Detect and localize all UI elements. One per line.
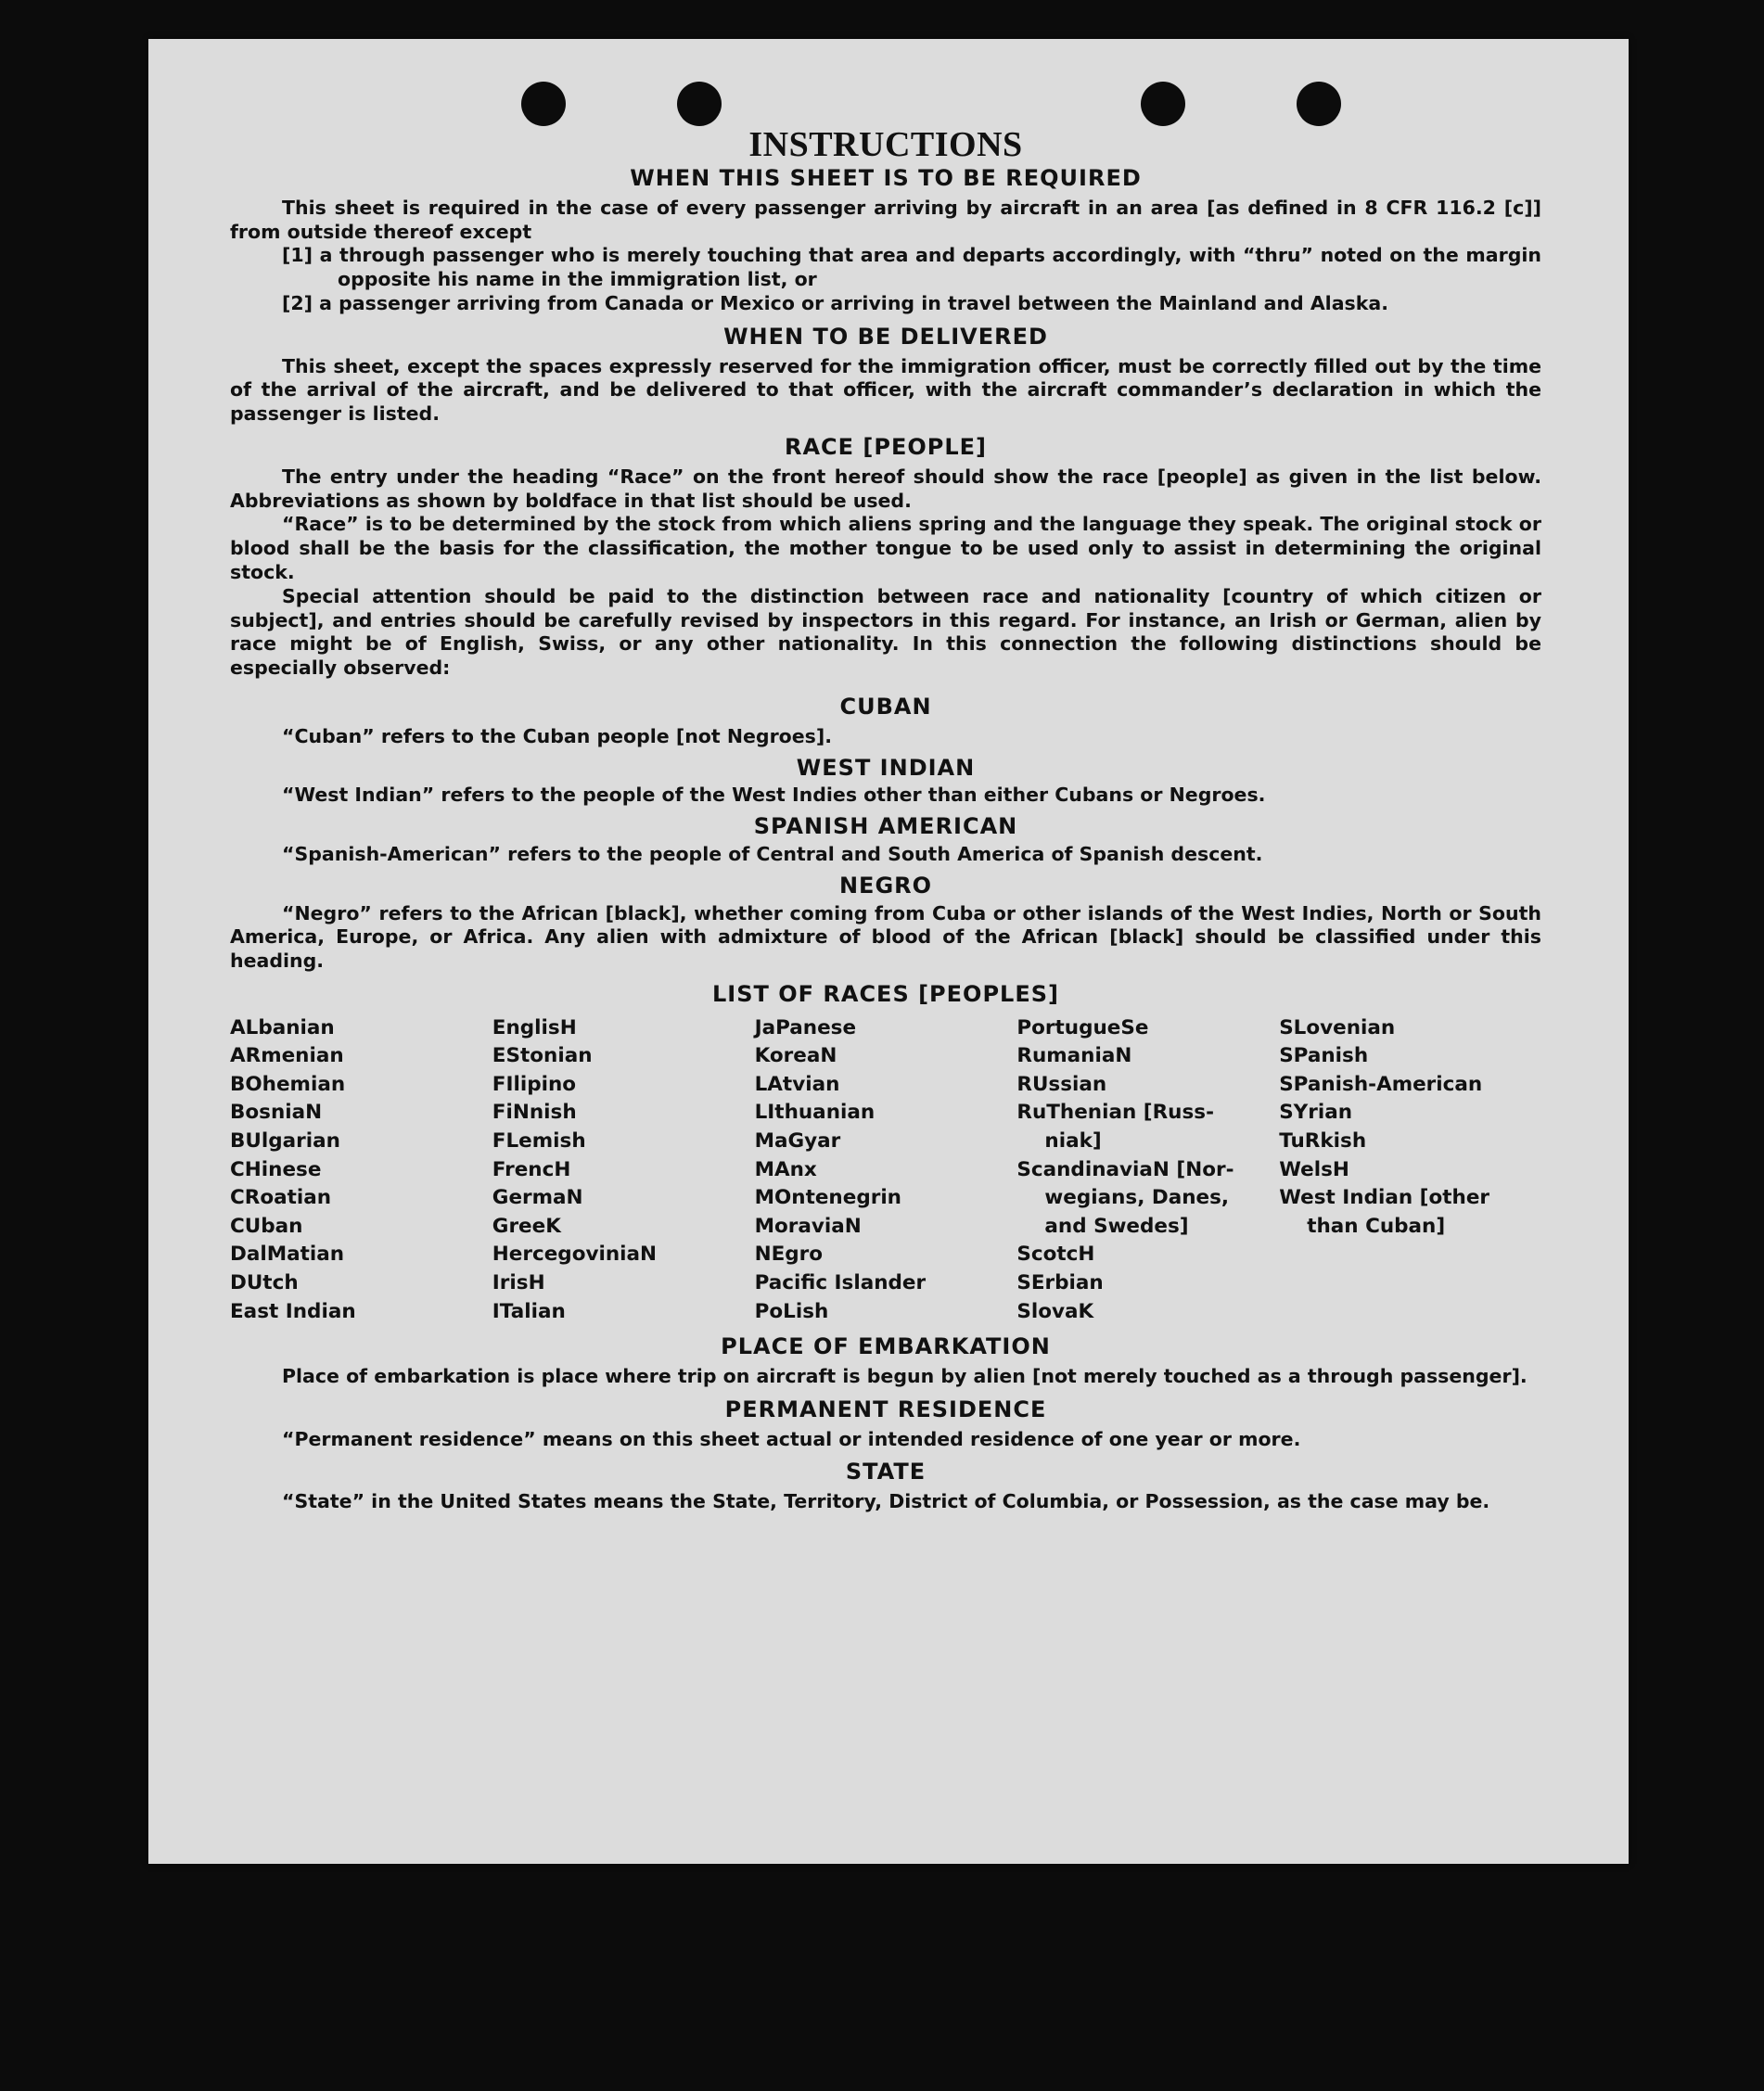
race-entry: HercegoviniaN [492, 1243, 658, 1267]
race-entry: Pacific Islander [754, 1271, 927, 1295]
race-entry: ALbanian [230, 1015, 335, 1039]
race-entry: DalMatian [230, 1243, 345, 1267]
race-entry: SYrian [1279, 1101, 1353, 1125]
race-paragraph-1: The entry under the heading “Race” on the front hereof should show the race [people] as given in the list below. Abbreviations as shown by boldface in that list should be used. [230, 465, 1541, 512]
state-text: “State” in the United States means the State, Territory, District of Columbia, or Possession, as the case may be. [282, 1490, 1490, 1513]
heading-when-delivered: WHEN TO BE DELIVERED [723, 323, 1048, 350]
race-entry: DUtch [230, 1271, 299, 1295]
document-title: INSTRUCTIONS [748, 125, 1023, 164]
race-entry: RumaniaN [1016, 1044, 1132, 1068]
race-entry: ScotcH [1016, 1243, 1095, 1267]
heading-race: RACE [PEOPLE] [784, 433, 988, 460]
race-entry-continuation: wegians, Danes, [1044, 1186, 1230, 1210]
race-entry: CRoatian [230, 1186, 332, 1210]
race-entry: WelsH [1279, 1157, 1349, 1181]
race-entry: MaGyar [754, 1129, 841, 1154]
heading-list-of-races: LIST OF RACES [PEOPLES] [712, 980, 1059, 1007]
race-entry: JaPanese [754, 1015, 857, 1039]
races-column-2 [492, 1014, 755, 1327]
race-entry: PortugueSe [1016, 1015, 1149, 1039]
race-entry: EnglisH [492, 1015, 577, 1039]
race-paragraph-3: Special attention should be paid to the distinction between race and nationality [country of which citizen or subject], and entries should be carefully revised by inspectors in this regard. For instance, an Irish or German, alien by race might be of English, Swiss, or any other nationality. In this connection the following distinctions should be especially observed: [230, 584, 1541, 680]
race-entry: FiNnish [492, 1101, 577, 1125]
race-entry: BosniaN [230, 1101, 323, 1125]
when-required-intro: This sheet is required in the case of every passenger arriving by aircraft in an area [as defined in 8 CFR 116.2 [c]] from outside thereof except [230, 196, 1541, 243]
races-column-5 [1279, 1014, 1541, 1327]
race-entry: RuThenian [Russ- [1016, 1101, 1214, 1125]
heading-negro: NEGRO [838, 872, 933, 899]
race-entry-continuation: niak] [1044, 1129, 1102, 1154]
race-entry: BUlgarian [230, 1129, 340, 1154]
race-entry: CUban [230, 1214, 303, 1238]
heading-state: STATE [845, 1459, 927, 1485]
race-entry: CHinese [230, 1157, 322, 1181]
race-entry: MOntenegrin [754, 1186, 901, 1210]
race-entry: SPanish-American [1279, 1072, 1483, 1096]
race-entry: FIlipino [492, 1072, 577, 1096]
race-paragraph-2: “Race” is to be determined by the stock from which aliens spring and the language they speak. The original stock or blood shall be the basis for the classification, the mother tongue to be used only to assist in determining the original stock. [230, 513, 1541, 583]
races-column-1 [230, 1014, 492, 1327]
race-entry: SLovenian [1279, 1015, 1396, 1039]
race-entry: GermaN [492, 1186, 583, 1210]
race-entry: TuRkish [1279, 1129, 1367, 1154]
race-entry: SlovaK [1016, 1299, 1094, 1323]
permanent-residence-text: “Permanent residence” means on this sheet actual or intended residence of one year or more. [282, 1427, 1301, 1450]
west-indian-text: “West Indian” refers to the people of the West Indies other than either Cubans or Negroes. [282, 784, 1266, 807]
race-entry: NEgro [754, 1243, 824, 1267]
race-entry: West Indian [other [1279, 1186, 1490, 1210]
heading-west-indian: WEST INDIAN [796, 754, 976, 781]
heading-cuban: CUBAN [839, 693, 932, 720]
punch-hole-1 [521, 82, 566, 126]
exception-item-2: [2] a passenger arriving from Canada or Mexico or arriving in travel between the Mainland and Alaska. [282, 291, 1389, 314]
race-entry: ITalian [492, 1299, 566, 1323]
when-delivered-text: This sheet, except the spaces expressly reserved for the immigration officer, must be correctly filled out by the time of the arrival of the aircraft, and be delivered to that officer, with the aircraft commander’s declaration in which the passenger is listed. [230, 354, 1541, 426]
punch-hole-3 [1141, 82, 1185, 126]
race-entry: EStonian [492, 1044, 593, 1068]
races-column-4 [1016, 1014, 1279, 1327]
race-entry: East Indian [230, 1299, 356, 1323]
race-entry-continuation: than Cuban] [1307, 1214, 1446, 1238]
race-entry: SErbian [1016, 1271, 1104, 1295]
exception-item-1: [1] a through passenger who is merely touching that area and departs accordingly, with “thru” noted on the margin opposite his name in the immigration list, or [282, 244, 1541, 291]
race-entry: ARmenian [230, 1044, 344, 1068]
race-entry: MAnx [754, 1157, 817, 1181]
cuban-text: “Cuban” refers to the Cuban people [not Negroes]. [282, 724, 833, 747]
race-entry: PoLish [754, 1299, 829, 1323]
race-entry: IrisH [492, 1271, 545, 1295]
race-entry: RUssian [1016, 1072, 1107, 1096]
embarkation-text: Place of embarkation is place where trip on aircraft is begun by alien [not merely touched as a through passenger]. [282, 1365, 1528, 1388]
instructions-document [230, 122, 1541, 1514]
race-entry: MoraviaN [754, 1214, 862, 1238]
document-sheet [148, 39, 1629, 1864]
heading-permanent-residence: PERMANENT RESIDENCE [724, 1396, 1047, 1422]
race-entry: GreeK [492, 1214, 561, 1238]
race-entry: FLemish [492, 1129, 586, 1154]
punch-hole-4 [1297, 82, 1341, 126]
race-entry: LIthuanian [754, 1101, 876, 1125]
negro-text: “Negro” refers to the African [black], whether coming from Cuba or other islands of the West Indies, North or South America, Europe, or Africa. Any alien with admixture of blood of the African [black] should be classified under this heading. [230, 901, 1541, 973]
race-entry-continuation: and Swedes] [1044, 1214, 1189, 1238]
punch-hole-2 [677, 82, 722, 126]
heading-when-required: WHEN THIS SHEET IS TO BE REQUIRED [630, 165, 1142, 191]
race-entry: FrencH [492, 1157, 571, 1181]
spanish-american-text: “Spanish-American” refers to the people of Central and South America of Spanish descent. [282, 842, 1263, 865]
race-entry: SPanish [1279, 1044, 1369, 1068]
heading-embarkation: PLACE OF EMBARKATION [721, 1333, 1051, 1360]
race-entry: ScandinaviaN [Nor- [1016, 1157, 1234, 1181]
race-entry: LAtvian [754, 1072, 840, 1096]
race-entry: BOhemian [230, 1072, 346, 1096]
race-entry: KoreaN [754, 1044, 837, 1068]
races-list [230, 1014, 1541, 1327]
heading-spanish-american: SPANISH AMERICAN [753, 813, 1018, 840]
races-column-3 [755, 1014, 1017, 1327]
